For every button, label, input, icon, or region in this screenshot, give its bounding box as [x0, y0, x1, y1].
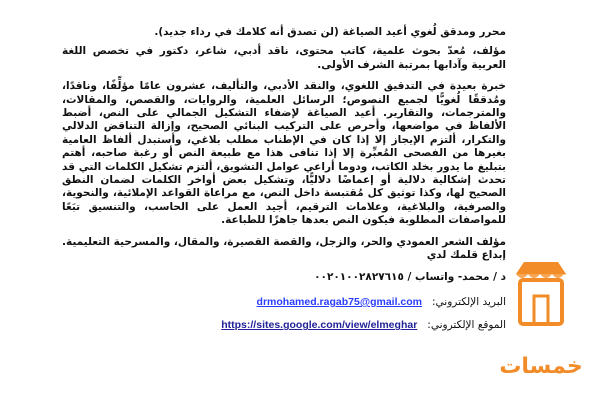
watermark-logo: [499, 260, 583, 380]
works-paragraph: مؤلف الشعر العمودي والحر، والزجل، والقصة القصيرة، والمقال، والمسرحية التعليمية. إبداع قلمك لدي: [62, 235, 506, 262]
website-label: الموقع الإلكتروني:: [427, 319, 506, 332]
phone-line: د / محمد- واتساب / ٠٠٢٠١٠٠٢٨٢٧٦١٥: [314, 270, 506, 283]
email-label: البريد الإلكتروني:: [432, 295, 506, 308]
shop-bag-icon: [512, 260, 570, 330]
email-row: [62, 296, 506, 309]
watermark-brand-text: خمسات: [499, 354, 583, 379]
website-link[interactable]: https://sites.google.com/view/elmeghar: [221, 319, 418, 332]
website-row: [62, 319, 506, 332]
email-link[interactable]: drmohamed.ragab75@gmail.com: [256, 295, 422, 308]
document-body: [62, 26, 506, 343]
profile-paragraph: مؤلف، مُعدّ بحوث علمية، كاتب محتوى، ناقد أدبي، شاعر، دكتور في تخصص اللغة العربية وآدابها بمرتبة الشرف الأولى.: [62, 45, 506, 71]
experience-paragraph: خبرة بعيدة في التدقيق اللغوي، والنقد الأدبي، والتأليف، عشرون عامًا مؤلِّفًا، وناقدًا، ومُدققًا لُغويًّا لجميع النصوص؛ الرسائل العلمية، والروايات، والقصص، والمقالات، والمترجمات، والتقارير. أعيد الصياغة لإضفاء التشكيل الجمالي على النص، أضبط الألفاظ في مواضعها، وأحرص على التركيب البنائي الصحيح، وإزالة التناقض الدلالي والتكرار، ألتزم الإيجاز إلا إذا كان في الإطناب مطلب بلاغي، وأستبدل ألفاظ العامية بغيرها من الفصحى المُعبِّرة إلا إذا تنافى هذا مع طبيعة النص أو رغبة صاحبه، أهتم بتبليغ ما يدور بخلد الكاتب، ودوما أراعي عوامل التشويق، ألتزم تشكيل الكلمات التي قد تحدث إشكالية دلالية أو إعماضًا دلاليًّا، وتشكيل بعض أواخر الكلمات لضمان النطق الصحيح لها، وكذا توثيق كل مُقتبسة داخل النص، مع مراعاة القواعد الإملائية، والنحوية، والصرفية، والبلاغية، وعلامات الترقيم، أجيد العمل على الحاسب، والتنسيق تبَعًا للمواصفات المطلوبة فيكون النص بعدها جاهزًا للطباعة.: [62, 80, 506, 227]
intro-paragraph: محرر ومدقق لُغوي أعيد الصياغة (لن تصدق أنه كلامك في رداء جديد).: [154, 26, 506, 38]
